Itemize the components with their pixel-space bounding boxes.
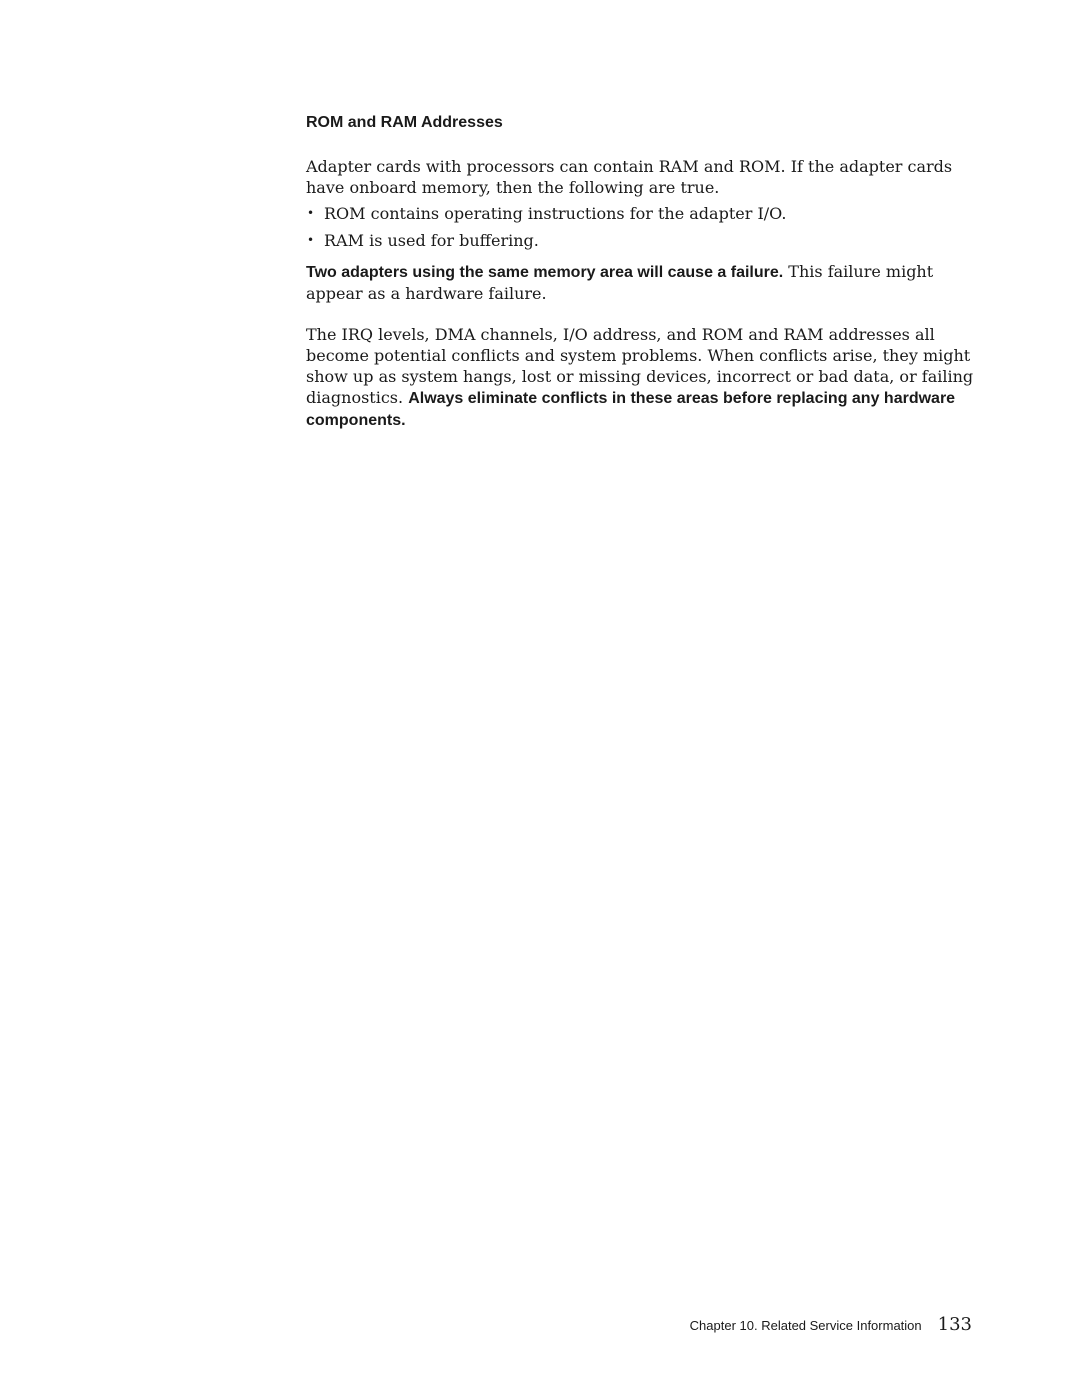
- chapter-title: Chapter 10. Related Service Information: [689, 1318, 922, 1333]
- conflicts-paragraph: [306, 324, 978, 431]
- bullet-list: [306, 203, 978, 251]
- intro-paragraph: Adapter cards with processors can contain RAM and ROM. If the adapter cards have onboard memory, then the following are true.: [306, 157, 953, 197]
- page-footer: [690, 1314, 972, 1335]
- bullet-icon: •: [307, 206, 315, 220]
- warning-bold-text: Two adapters using the same memory area will cause a failure.: [306, 264, 784, 281]
- list-item: [306, 230, 978, 251]
- list-item-text: ROM contains operating instructions for the adapter I/O.: [324, 204, 787, 223]
- section-heading: ROM and RAM Addresses: [306, 114, 503, 131]
- page-number: 133: [937, 1314, 972, 1335]
- page-content: [306, 112, 978, 431]
- warning-paragraph: [306, 261, 978, 304]
- conflicts-bold-text: Always eliminate conflicts in these areas before replacing any hardware components.: [306, 390, 956, 429]
- bullet-icon: •: [307, 233, 315, 247]
- list-item-text: RAM is used for buffering.: [324, 231, 539, 250]
- list-item: [306, 203, 978, 224]
- warning-rest-text: This failure might appear as a hardware failure.: [306, 262, 934, 303]
- conflicts-text: The IRQ levels, DMA channels, I/O address, and ROM and RAM addresses all become potential conflicts and system problems. When conflicts arise, they might show up as system hangs, lost or missing devices, incorrect or bad data, or failing diagnostics.: [306, 325, 974, 407]
